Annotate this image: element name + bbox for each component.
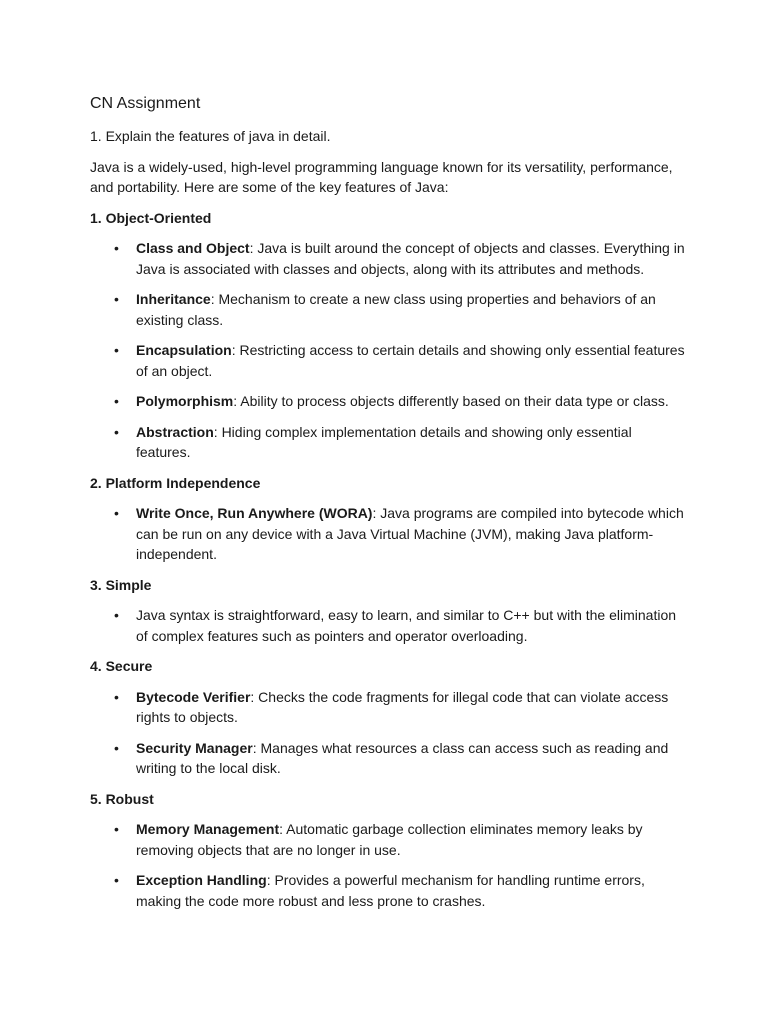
item-term: Polymorphism [136,393,234,409]
item-term: Security Manager [136,739,253,756]
bullet-icon: • [114,291,119,307]
item-text: : Restricting access to certain details and showing only essential features of an object. [136,342,685,379]
document-page [90,93,690,921]
list-item [90,238,690,279]
bullet-list [90,819,690,911]
section-heading: 1. Object-Oriented [90,209,212,226]
section-robust [90,789,690,912]
item-term: Exception Handling [136,872,267,888]
list-item [90,738,690,779]
list-item [90,503,690,565]
item-term: Bytecode Verifier [136,688,251,705]
item-text: : Java programs are compiled into bytecode which can be run on any device with a Java Virtual Machine (JVM), making Java platform-independent. [136,505,684,562]
item-term: Abstraction [136,423,214,440]
bullet-list [90,687,690,779]
bullet-list [90,238,690,463]
item-text: Java syntax is straightforward, easy to learn, and similar to C++ but with the elimination of complex features such as pointers and operator overloading. [136,607,677,644]
bullet-icon: • [114,393,119,409]
section-heading: 5. Robust [90,790,154,807]
bullet-icon: • [114,423,119,440]
list-item [90,422,690,463]
item-text: : Ability to process objects differently based on their data type or class. [233,393,669,409]
bullet-icon: • [114,821,119,837]
item-term: Inheritance [136,291,211,307]
item-term: Memory Management [136,821,280,837]
bullet-icon: • [114,739,119,756]
item-text: : Mechanism to create a new class using properties and behaviors of an existing class. [136,291,656,328]
list-item [90,819,690,860]
list-item [90,391,690,412]
question-text: 1. Explain the features of java in detail. [90,128,331,144]
bullet-icon: • [114,872,119,888]
section-platform-independence [90,473,690,565]
section-heading: 4. Secure [90,658,153,674]
bullet-icon: • [114,688,119,705]
bullet-icon: • [114,342,119,358]
section-heading: 3. Simple [90,576,152,593]
item-text: : Hiding complex implementation details and showing only essential features. [136,423,632,460]
list-item [90,289,690,330]
item-term: Encapsulation [136,342,232,358]
item-text: : Provides a powerful mechanism for handling runtime errors, making the code more robust and less prone to crashes. [136,872,645,909]
list-item [90,687,690,728]
bullet-icon: • [114,240,119,256]
list-item [90,870,690,911]
section-simple [90,575,690,647]
item-text: : Automatic garbage collection eliminates memory leaks by removing objects that are no longer in use. [136,821,643,858]
section-object-oriented [90,208,690,463]
document-title: CN Assignment [90,95,201,112]
bullet-list [90,503,690,565]
bullet-list [90,605,690,646]
bullet-icon: • [114,505,119,521]
item-term: Class and Object [136,240,250,256]
item-term: Write Once, Run Anywhere (WORA) [136,505,373,521]
item-text: : Manages what resources a class can access such as reading and writing to the local disk. [136,739,669,776]
bullet-icon: • [114,607,119,623]
list-item [90,340,690,381]
list-item [90,605,690,646]
section-secure [90,656,690,779]
intro-paragraph: Java is a widely-used, high-level programming language known for its versatility, performance, and portability. Here are some of the key features of Java: [90,158,673,195]
item-text: : Checks the code fragments for illegal code that can violate access rights to objects. [136,688,669,725]
item-text: : Java is built around the concept of objects and classes. Everything in Java is associated with classes and objects, along with its attributes and methods. [136,240,685,277]
section-heading: 2. Platform Independence [90,474,261,491]
